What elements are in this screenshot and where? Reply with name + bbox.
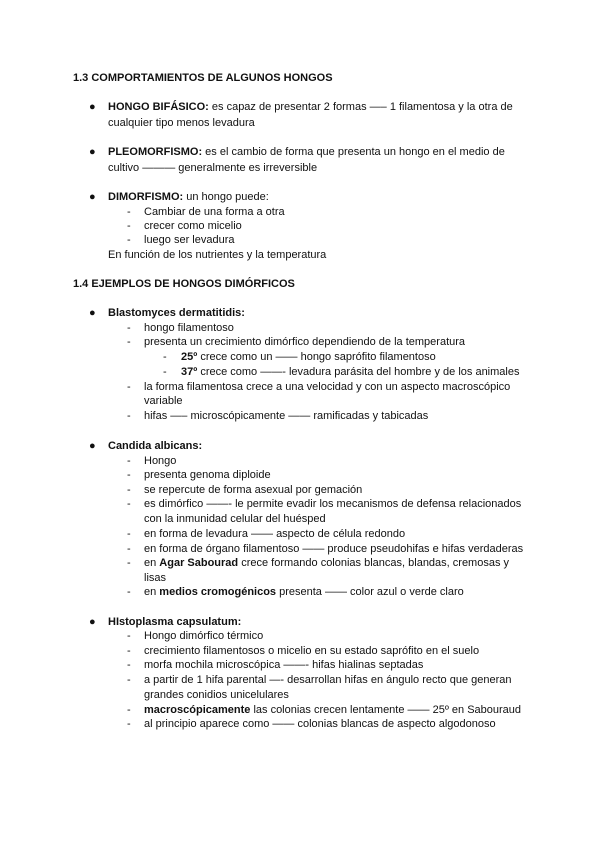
term-agar-sabourad: Agar Sabourad [159,557,239,569]
dash-icon: - [127,528,131,540]
definition-text: es capaz de presentar 2 formas —– 1 filamentosa y la otra de [208,101,513,113]
list-item: a partir de 1 hifa parental —- desarrollan hifas en ángulo recto que generan [144,674,512,686]
definition-pleomorfismo [108,145,528,160]
list-item: hifas —– microscópicamente —— ramificadas y tabicadas [144,410,429,422]
dash-icon: - [127,718,131,730]
bullet-icon: ● [89,440,96,452]
list-item: Hongo [144,455,177,467]
sub-list-item [181,365,541,380]
list-item-continuation: variable [144,395,183,407]
list-item: presenta genoma diploide [144,469,271,481]
dash-icon: - [127,206,131,218]
definition-text: un hongo puede: [183,191,269,203]
item-prefix: en [144,586,160,598]
dash-icon: - [127,234,131,246]
dash-icon: - [127,336,131,348]
temperature-label: 37º [181,366,198,378]
dash-icon: - [127,469,131,481]
list-item: en forma de órgano filamentoso —— produce pseudohifas e hifas verdaderas [144,543,524,555]
section-heading-1-4: 1.4 EJEMPLOS DE HONGOS DIMÓRFICOS [73,278,295,290]
bullet-icon: ● [89,616,96,628]
bullet-icon: ● [89,146,96,158]
list-item: presenta un crecimiento dimórfico dependiendo de la temperatura [144,336,466,348]
dash-icon: - [163,351,167,363]
dash-icon: - [127,586,131,598]
dash-icon: - [127,704,131,716]
term-hongo-bifasico: HONGO BIFÁSICO: [108,101,209,113]
definition-dimorfismo [108,190,528,205]
temperature-label: 25º [181,351,198,363]
dash-icon: - [127,322,131,334]
dash-icon: - [127,484,131,496]
list-item: Cambiar de una forma a otra [144,206,285,218]
list-item: hongo filamentoso [144,322,234,334]
list-item: al principio aparece como —— colonias blancas de aspecto algodonoso [144,718,496,730]
list-item [144,703,534,718]
list-item: la forma filamentosa crece a una velocidad y con un aspecto macroscópico [144,381,511,393]
definition-text: es el cambio de forma que presenta un hongo en el medio de [202,146,505,158]
item-text: crece formando colonias blancas, blandas, cremosas y [238,557,510,569]
list-item: Hongo dimórfico térmico [144,630,264,642]
dash-icon: - [127,630,131,642]
dash-icon: - [127,455,131,467]
definition-hongo-bifasico [108,100,528,115]
dash-icon: - [127,674,131,686]
species-title-blastomyces: Blastomyces dermatitidis: [108,307,245,319]
list-item: morfa mochila microscópica ——- hifas hialinas septadas [144,659,424,671]
dash-icon: - [163,366,167,378]
list-item: crecimiento filamentosos o micelio en su estado saprófito en el suelo [144,645,480,657]
bullet-icon: ● [89,307,96,319]
dash-icon: - [127,659,131,671]
dash-icon: - [127,645,131,657]
bullet-icon: ● [89,191,96,203]
list-item: es dimórfico ——- le permite evadir los mecanismos de defensa relacionados [144,498,522,510]
sub-list-item [181,350,541,365]
dash-icon: - [127,557,131,569]
dash-icon: - [127,410,131,422]
list-item-continuation: lisas [144,572,167,584]
term-pleomorfismo: PLEOMORFISMO: [108,146,203,158]
list-item [144,585,534,600]
list-item: crecer como micelio [144,220,242,232]
dash-icon: - [127,381,131,393]
dash-icon: - [127,220,131,232]
definition-continuation: cultivo ——— generalmente es irreversible [108,162,318,174]
list-item-continuation: grandes conidios unicelulares [144,689,289,701]
item-text: presenta —— color azul o verde claro [276,586,464,598]
section-heading-1-3: 1.3 COMPORTAMIENTOS DE ALGUNOS HONGOS [73,72,333,84]
list-item: luego ser levadura [144,234,235,246]
species-title-candida: Candida albicans: [108,440,203,452]
note-text: En función de los nutrientes y la temperatura [108,249,327,261]
species-title-histoplasma: HIstoplasma capsulatum: [108,616,242,628]
list-item-continuation: con la inmunidad celular del huésped [144,513,326,525]
list-item [144,556,534,571]
sub-item-text: crece como un —— hongo saprófito filamentoso [197,351,436,363]
dash-icon: - [127,543,131,555]
list-item: se repercute de forma asexual por gemación [144,484,363,496]
term-medios-cromogenicos: medios cromogénicos [159,586,277,598]
term-dimorfismo: DIMORFISMO: [108,191,184,203]
term-macroscopicamente: macroscópicamente [144,704,251,716]
definition-continuation: cualquier tipo menos levadura [108,117,255,129]
item-text: las colonias crecen lentamente —— 25º en Sabouraud [250,704,522,716]
sub-item-text: crece como ——- levadura parásita del hombre y de los animales [197,366,520,378]
bullet-icon: ● [89,101,96,113]
list-item: en forma de levadura —— aspecto de célula redondo [144,528,406,540]
item-prefix: en [144,557,160,569]
dash-icon: - [127,498,131,510]
